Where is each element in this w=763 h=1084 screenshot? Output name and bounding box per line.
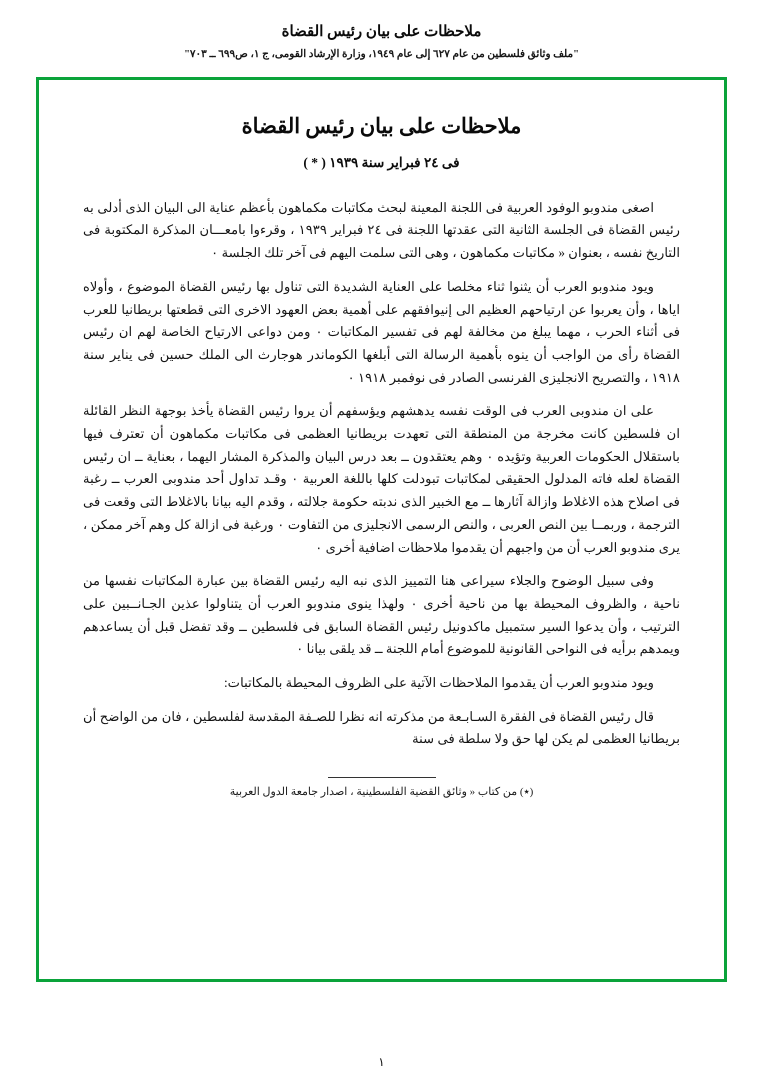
paragraph: على ان مندوبى العرب فى الوقت نفسه يدهشهم ويؤسفهم أن يروا رئيس القضاة يأخذ بوجهة النظر القائلة ان فلسطين كانت مخرجة من المنطقة التى تعهدت بريطانيا العظمى فى مكاتبات مكماهون أن تعترف فيها باستقلال الحكومات العربية وتؤيده ٠ وهم يعتقدون ــ بعد درس البيان والمذكرة المشار اليهما ، بعناية ــ ان رئيس القضاة لعله فاته المدلول الحقيقى لمكاتبات تبودلت كلها باللغة العربية ٠ وقـد تداول أحد مندوبى العرب ــ رغبة فى اصلاح هذه الاغلاط وازالة آثارها ــ مع الخبير الذى ندبته حكومة جلالته ، وقدم اليه بيانا بالاغلاط التى وقعت فى الترجمة ، وربمــا بين النص العربى ، والنص الرسمى الانجليزى من التفاوت ٠ ورغبة فى ازالة كل وهم آخر ممكن ، يرى مندوبو العرب أن من واجبهم أن يقدموا ملاحظات اضافية أخرى ٠ (83, 403, 680, 555)
paragraph: قال رئيس القضاة فى الفقرة السـابـعة من مذكرته انه نظرا للصـفة المقدسة لفلسطين ، فان من الواضح أن بريطانيا العظمى لم يكن لها حق ولا سلطة فى سنة (83, 708, 680, 747)
page-title: ملاحظات على بيان رئيس القضاة (241, 113, 522, 138)
source-citation-line: "ملف وثائق فلسطين من عام ٦٢٧ إلى عام ١٩٤٩، وزارة الإرشاد القومى، ج ١، ص٦٩٩ ــ ٧٠٣" (184, 49, 579, 60)
paragraph: اصغى مندوبو الوفود العربية فى اللجنة المعينة لبحث مكاتبات مكماهون بأعظم عناية الى البيان الذى أدلى به رئيس القضاة فى الجلسة الثانية التى عقدتها اللجنة فى ٢٤ فبراير ١٩٣٩ ، وقرءوا بامعـــان المذكرة المكتوبة فى التاريخ نفسه ، بعنوان « مكاتبات مكماهون ، وهى التى سلمت اليهم فى آخر تلك الجلسة ٠ (83, 199, 680, 261)
page-number: ١ (378, 1055, 385, 1069)
content-frame (36, 77, 727, 982)
document-date: فى ٢٤ فبراير سنة ١٩٣٩ ( * ) (303, 154, 460, 170)
running-head: ملاحظات على بيان رئيس القضاة (281, 24, 482, 40)
footnote-divider (328, 777, 436, 778)
document-body (83, 197, 680, 751)
paragraph: ويود مندوبو العرب أن يثنوا ثناء مخلصا على العناية الشديدة التى تناول بها رئيس القضاة الموضوع ، وأولاه اياها ، وأن يعربوا عن ارتياحهم العظيم الى إنيوافقهم على أهمية بعض العهود الاخرى التى قطعتها بريطانيا للعرب فى أثناء الحرب ، مهما يبلغ من مخالفة لهم فى تفسير المكاتبات ٠ ومن دواعى الارتياح الخاصة لهم ان رئيس القضاة رأى من الواجب أن ينوه بأهمية الرسالة التى أبلغها الكوماندر هوجارث الى الملك حسين فى يناير سنة ١٩١٨ ، والتصريح الانجليزى الفرنسى الصادر فى نوفمبر ١٩١٨ ٠ (83, 278, 680, 385)
footnote-text: (٭) من كتاب « وثائق القضية الفلسطينية ، اصدار جامعة الدول العربية (229, 786, 534, 799)
paragraph: ويود مندوبو العرب أن يقدموا الملاحظات الآتية على الظروف المحيطة بالمكاتبات: (224, 675, 654, 691)
paragraph: وفى سبيل الوضوح والجلاء سيراعى هنا التمييز الذى نبه اليه رئيس القضاة بين عبارة المكاتبات نفسها من ناحية ، والظروف المحيطة بها من ناحية أخرى ٠ ولهذا ينوى مندوبو العرب أن يتناولوا عذين الجـانــبين على الترتيب ، وأن يدعوا السير ستمبيل ماكدونيل رئيس القضاة السابق فى فلسطين ــ وقد تفضل قبل أن يساعدهم ويمدهم برأيه فى النواحى القانونية للموضوع أمام اللجنة ــ قد يلقى بيانا ٠ (83, 573, 680, 657)
